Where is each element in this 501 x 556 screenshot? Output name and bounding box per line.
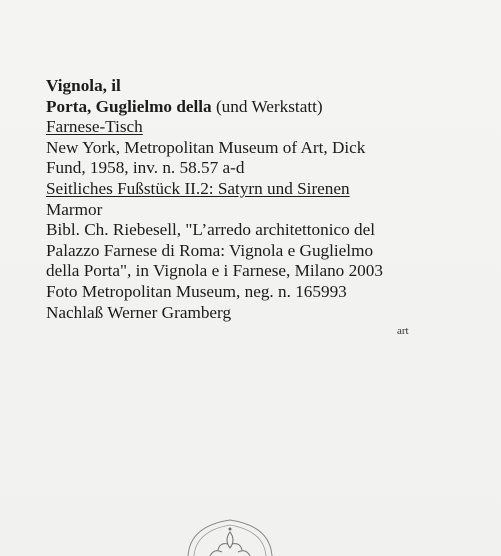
estate-note: Nachlaß Werner Gramberg [46, 302, 232, 322]
location-line-2: Fund, 1958, inv. n. 58.57 a-d [46, 158, 245, 178]
location-line-1: New York, Metropolitan Museum of Art, Dick [46, 137, 366, 157]
ornamental-stamp-icon [180, 514, 280, 556]
record-text [46, 76, 486, 323]
artist-secondary-line [46, 97, 486, 118]
photo-credit: Foto Metropolitan Museum, neg. n. 165993 [46, 281, 347, 301]
artist-secondary-suffix: (und Werkstatt) [215, 96, 323, 116]
art-stamp-label: art [397, 325, 409, 337]
artist-secondary: Porta, Guglielmo della [46, 96, 212, 116]
material: Marmor [46, 199, 103, 219]
detail-title: Seitliches Fußstück II.2: Satyrn und Sirenen [46, 178, 350, 198]
object-title: Farnese-Tisch [46, 117, 143, 137]
artist-primary: Vignola, il [46, 76, 121, 95]
bibliography-line-1: Bibl. Ch. Riebesell, "L’arredo architettonico del [46, 220, 376, 240]
bibliography-line-3: della Porta", in Vignola e i Farnese, Milano 2003 [46, 261, 383, 281]
bibliography-line-2: Palazzo Farnese di Roma: Vignola e Guglielmo [46, 240, 374, 260]
